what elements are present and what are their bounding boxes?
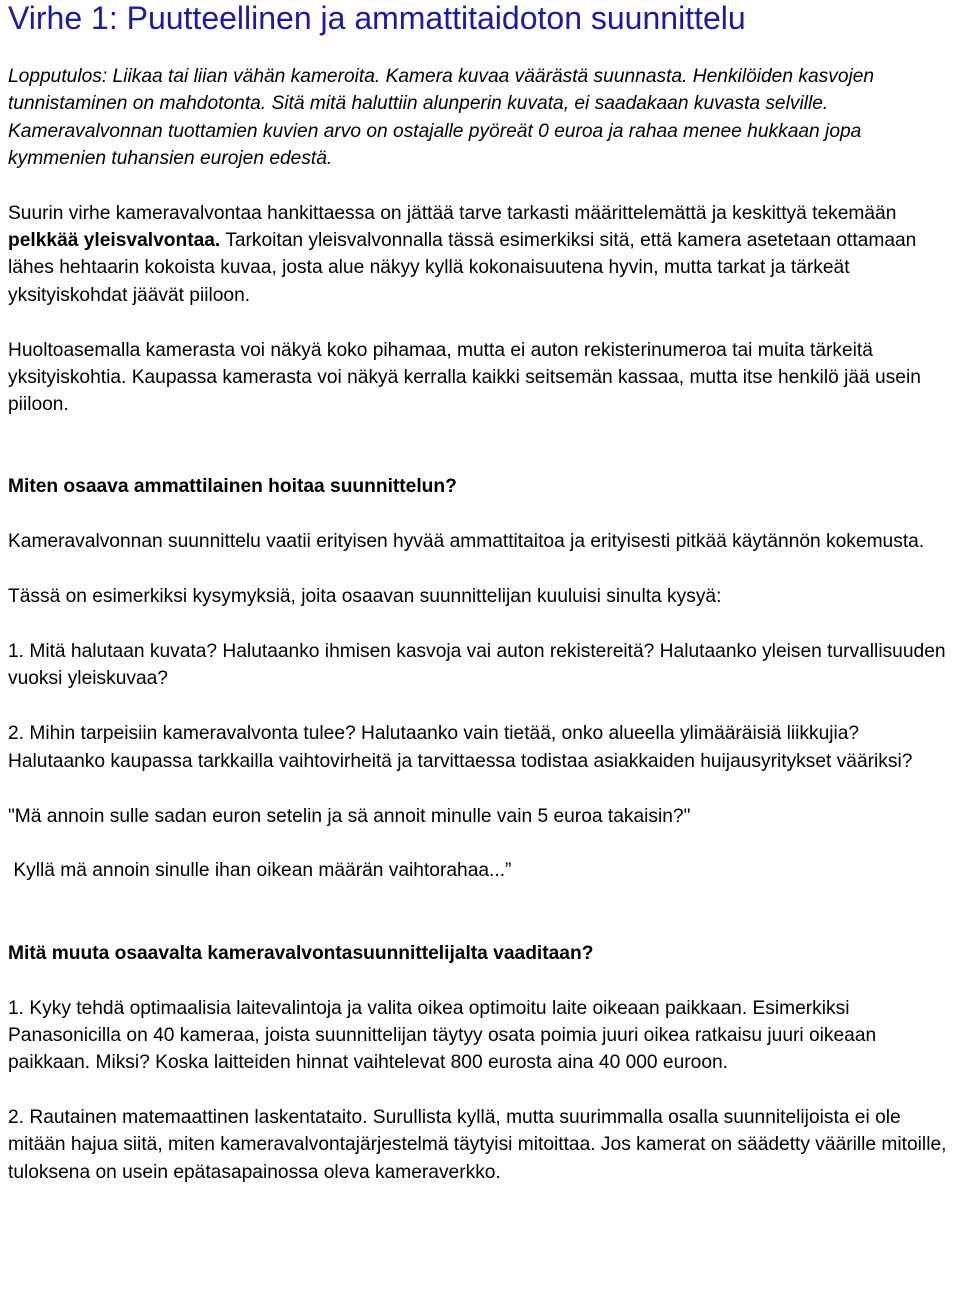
quote-cashier: Kyllä mä annoin sinulle ihan oikean määrän vaihtorahaa...” <box>8 860 512 882</box>
question-item-1: 1. Mitä halutaan kuvata? Halutaanko ihmisen kasvoja vai auton rekistereitä? Halutaanko yleisen turvallisuuden vuoksi yleiskuvaa? <box>8 641 946 690</box>
page-title: Virhe 1: Puutteellinen ja ammattitaidoton suunnittelu <box>8 0 746 36</box>
paragraph-text-start: Suurin virhe kameravalvontaa hankittaessa on jättää tarve tarkasti määrittelemättä ja keskittyä tekemään <box>8 202 897 224</box>
requirement-item-2: 2. Rautainen matemaattinen laskentataito. Surullista kyllä, mutta suurimmalla osalla suunnitelijoista ei ole mitään hajua siitä, miten kameravalvontajärjestelmä täytyisi mitoittaa. Jos kamerat on säädetty väärille mitoille, tuloksena on usein epätasapainossa oleva kameraverkko. <box>8 1107 947 1183</box>
paragraph-expertise: Kameravalvonnan suunnittelu vaatii erityisen hyvää ammattitaitoa ja erityisesti pitkää käytännön kokemusta. <box>8 531 925 553</box>
paragraph-bold-phrase: pelkkää yleisvalvontaa. <box>8 230 221 252</box>
question-item-2: 2. Mihin tarpeisiin kameravalvonta tulee? Halutaanko vain tietää, onko alueella ylimääräisiä liikkujia? Halutaanko kaupassa tarkkailla vaihtovirheitä ja tarvittaessa todistaa asiakkaiden huijausyritykset vääriksi? <box>8 723 913 772</box>
section-heading-requirements: Mitä muuta osaavalta kameravalvontasuunnittelijalta vaaditaan? <box>8 942 594 964</box>
quote-customer: "Mä annoin sulle sadan euron setelin ja sä annoit minulle vain 5 euroa takaisin?" <box>8 805 691 827</box>
section-heading-planning: Miten osaava ammattilainen hoitaa suunnittelun? <box>8 476 457 498</box>
paragraph-text-end: Tarkoitan yleisvalvonnalla tässä esimerkiksi sitä, että kamera asetetaan ottamaan lähes hehtaarin kokoista kuvaa, josta alue näkyy kyllä kokonaisuutena hyvin, mutta tarkat ja tärkeät yksityiskohdat jäävät piiloon. <box>8 230 917 306</box>
paragraph-general-surveillance <box>8 200 960 309</box>
requirement-item-1: 1. Kyky tehdä optimaalisia laitevalintoja ja valita oikea optimoitu laite oikeaan paikkaan. Esimerkiksi Panasonicilla on 40 kameraa, joista suunnittelijan täytyy osata poimia juuri oikea ratkaisu juuri oikeaan paikkaan. Miksi? Koska laitteiden hinnat vaihtelevat 800 eurosta aina 40 000 euroon. <box>8 997 877 1074</box>
paragraph-examples: Huoltoasemalla kamerasta voi näkyä koko pihamaa, mutta ei auton rekisterinumeroa tai muita tärkeitä yksityiskohtia. Kaupassa kamerasta voi näkyä kerralla kaikki seitsemän kassaa, mutta itse henkilö jää usein piiloon. <box>8 339 921 416</box>
paragraph-questions-intro: Tässä on esimerkiksi kysymyksiä, joita osaavan suunnittelijan kuuluisi sinulta kysyä: <box>8 586 722 608</box>
intro-paragraph: Lopputulos: Liikaa tai liian vähän kameroita. Kamera kuvaa väärästä suunnasta. Henkilöiden kasvojen tunnistaminen on mahdotonta. Sitä mitä haluttiin alunperin kuvata, ei saadakaan kuvasta selville. Kameravalvonnan tuottamien kuvien arvo on ostajalle pyöreät 0 euroa ja rahaa menee hukkaan jopa kymmenien tuhansien eurojen edestä. <box>8 66 875 169</box>
